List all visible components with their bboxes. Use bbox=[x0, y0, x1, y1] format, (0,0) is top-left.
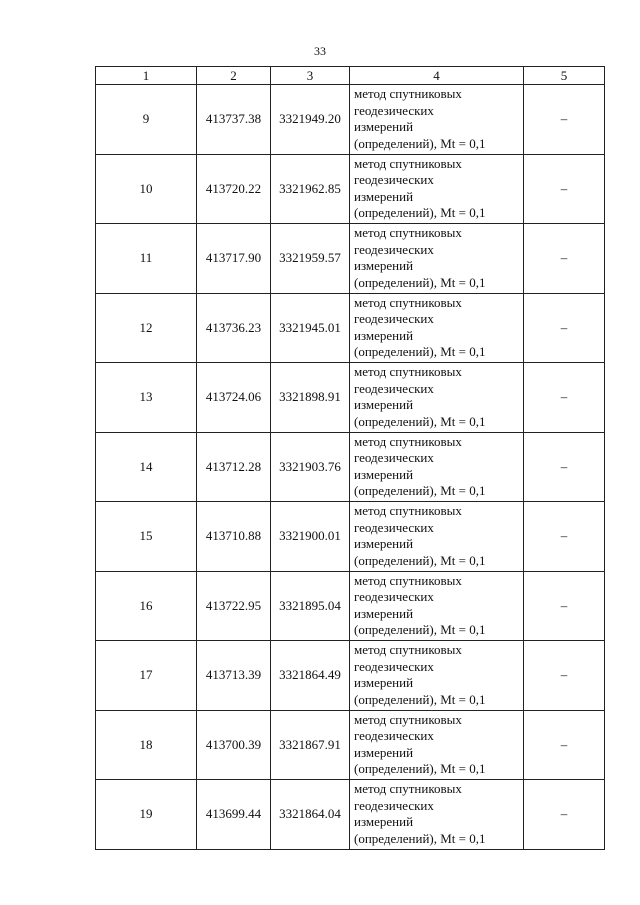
method-cell: метод спутниковых геодезических измерений (определений), Mt = 0,1 bbox=[350, 293, 524, 363]
column-header: 4 bbox=[350, 67, 524, 85]
y-coordinate-cell: 3321900.01 bbox=[271, 502, 350, 572]
point-number-cell: 13 bbox=[96, 363, 197, 433]
y-coordinate-cell: 3321867.91 bbox=[271, 710, 350, 780]
y-coordinate-cell: 3321962.85 bbox=[271, 154, 350, 224]
x-coordinate-cell: 413724.06 bbox=[197, 363, 271, 433]
table-row bbox=[96, 780, 605, 850]
point-number-cell: 12 bbox=[96, 293, 197, 363]
table-row bbox=[96, 641, 605, 711]
method-cell: метод спутниковых геодезических измерений (определений), Mt = 0,1 bbox=[350, 571, 524, 641]
method-cell: метод спутниковых геодезических измерений (определений), Mt = 0,1 bbox=[350, 154, 524, 224]
note-cell: – bbox=[524, 502, 605, 572]
method-cell: метод спутниковых геодезических измерений (определений), Mt = 0,1 bbox=[350, 641, 524, 711]
method-cell: метод спутниковых геодезических измерений (определений), Mt = 0,1 bbox=[350, 85, 524, 155]
page-number: 33 bbox=[314, 44, 326, 58]
note-cell: – bbox=[524, 224, 605, 294]
column-header: 1 bbox=[96, 67, 197, 85]
x-coordinate-cell: 413713.39 bbox=[197, 641, 271, 711]
y-coordinate-cell: 3321903.76 bbox=[271, 432, 350, 502]
table-row bbox=[96, 432, 605, 502]
x-coordinate-cell: 413722.95 bbox=[197, 571, 271, 641]
table-row bbox=[96, 154, 605, 224]
point-number-cell: 11 bbox=[96, 224, 197, 294]
point-number-cell: 19 bbox=[96, 780, 197, 850]
column-header: 3 bbox=[271, 67, 350, 85]
note-cell: – bbox=[524, 710, 605, 780]
point-number-cell: 10 bbox=[96, 154, 197, 224]
y-coordinate-cell: 3321864.49 bbox=[271, 641, 350, 711]
point-number-cell: 15 bbox=[96, 502, 197, 572]
note-cell: – bbox=[524, 641, 605, 711]
method-cell: метод спутниковых геодезических измерений (определений), Mt = 0,1 bbox=[350, 432, 524, 502]
table-header-row bbox=[96, 67, 605, 85]
note-cell: – bbox=[524, 154, 605, 224]
x-coordinate-cell: 413720.22 bbox=[197, 154, 271, 224]
method-cell: метод спутниковых геодезических измерений (определений), Mt = 0,1 bbox=[350, 502, 524, 572]
coordinates-table bbox=[95, 66, 605, 850]
table-row bbox=[96, 224, 605, 294]
x-coordinate-cell: 413737.38 bbox=[197, 85, 271, 155]
column-header: 5 bbox=[524, 67, 605, 85]
point-number-cell: 16 bbox=[96, 571, 197, 641]
note-cell: – bbox=[524, 571, 605, 641]
point-number-cell: 17 bbox=[96, 641, 197, 711]
method-cell: метод спутниковых геодезических измерений (определений), Mt = 0,1 bbox=[350, 224, 524, 294]
method-cell: метод спутниковых геодезических измерений (определений), Mt = 0,1 bbox=[350, 710, 524, 780]
y-coordinate-cell: 3321945.01 bbox=[271, 293, 350, 363]
table-row bbox=[96, 571, 605, 641]
y-coordinate-cell: 3321895.04 bbox=[271, 571, 350, 641]
table-row bbox=[96, 363, 605, 433]
method-cell: метод спутниковых геодезических измерений (определений), Mt = 0,1 bbox=[350, 363, 524, 433]
x-coordinate-cell: 413736.23 bbox=[197, 293, 271, 363]
y-coordinate-cell: 3321959.57 bbox=[271, 224, 350, 294]
note-cell: – bbox=[524, 293, 605, 363]
x-coordinate-cell: 413710.88 bbox=[197, 502, 271, 572]
x-coordinate-cell: 413717.90 bbox=[197, 224, 271, 294]
note-cell: – bbox=[524, 85, 605, 155]
note-cell: – bbox=[524, 363, 605, 433]
table-row bbox=[96, 85, 605, 155]
y-coordinate-cell: 3321898.91 bbox=[271, 363, 350, 433]
column-header: 2 bbox=[197, 67, 271, 85]
x-coordinate-cell: 413700.39 bbox=[197, 710, 271, 780]
point-number-cell: 18 bbox=[96, 710, 197, 780]
x-coordinate-cell: 413699.44 bbox=[197, 780, 271, 850]
y-coordinate-cell: 3321949.20 bbox=[271, 85, 350, 155]
note-cell: – bbox=[524, 432, 605, 502]
table-row bbox=[96, 710, 605, 780]
method-cell: метод спутниковых геодезических измерений (определений), Mt = 0,1 bbox=[350, 780, 524, 850]
point-number-cell: 9 bbox=[96, 85, 197, 155]
y-coordinate-cell: 3321864.04 bbox=[271, 780, 350, 850]
table-row bbox=[96, 293, 605, 363]
point-number-cell: 14 bbox=[96, 432, 197, 502]
x-coordinate-cell: 413712.28 bbox=[197, 432, 271, 502]
table-row bbox=[96, 502, 605, 572]
note-cell: – bbox=[524, 780, 605, 850]
